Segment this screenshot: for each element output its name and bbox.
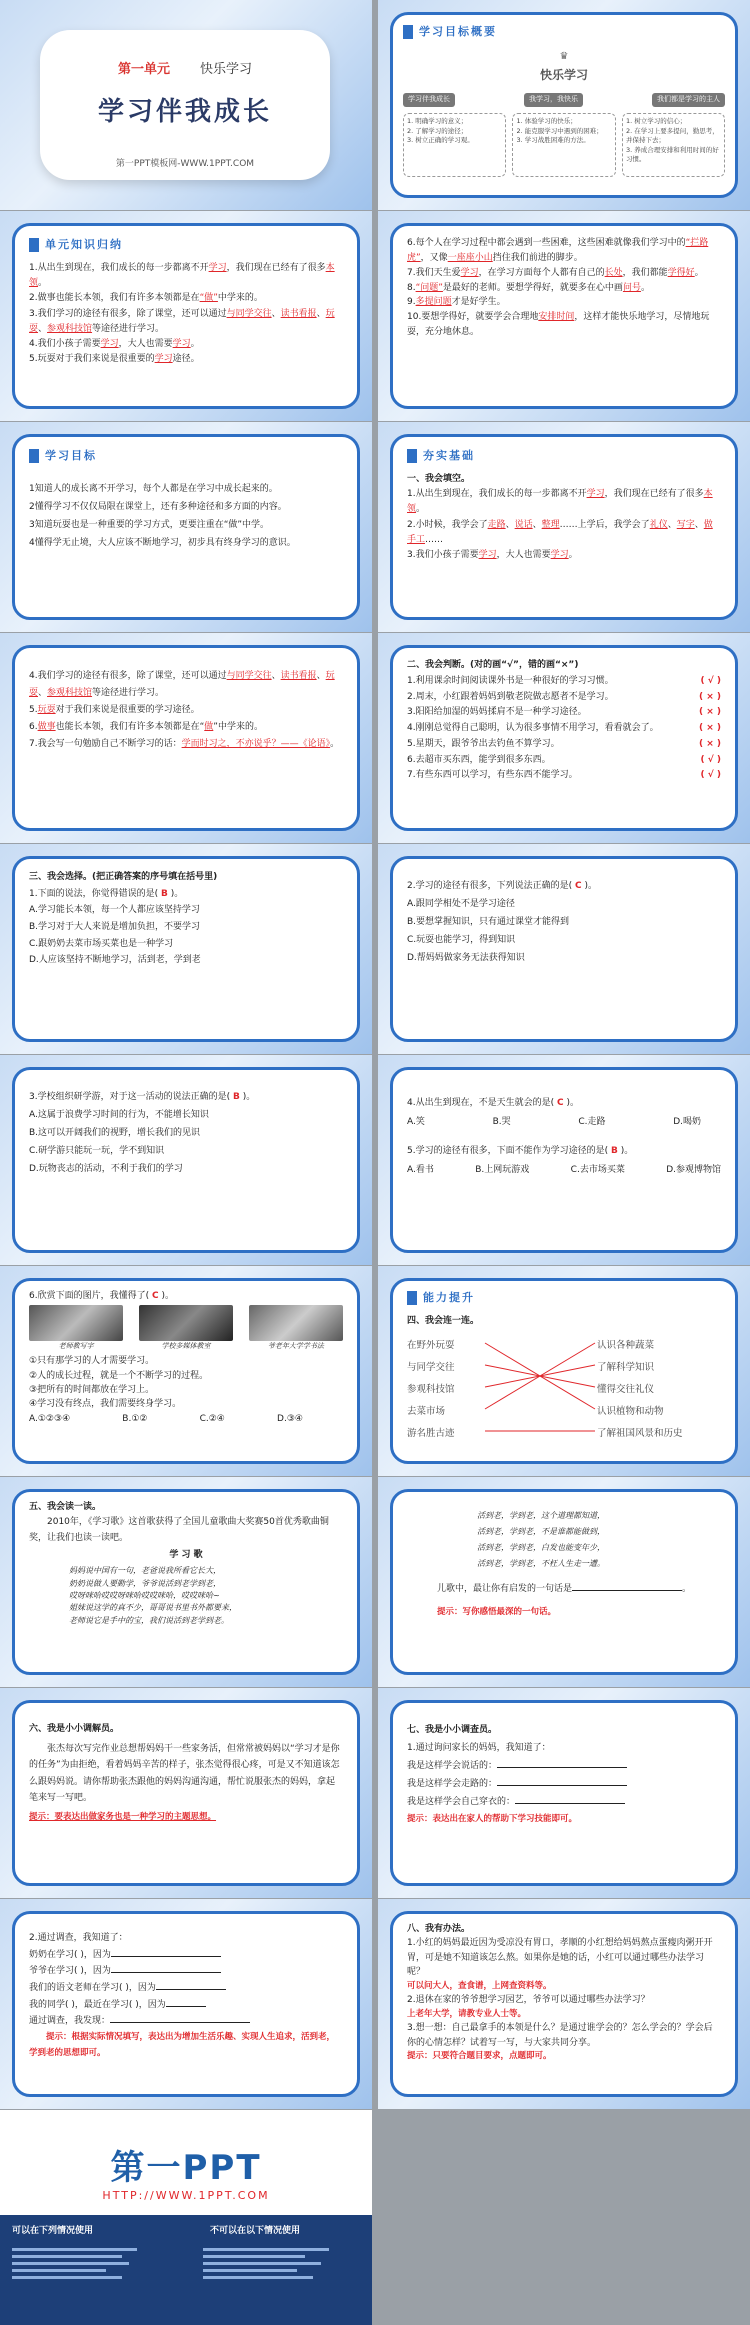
exercise-heading: 二、我会判断。(对的画“√”，错的画“×”) bbox=[407, 660, 579, 670]
usage-panel bbox=[0, 2215, 372, 2325]
judgement-text: 3.阳阳给加湿的妈妈揉肩不是一种学习途径。 bbox=[407, 707, 587, 718]
answer-line: 通过调查，我发现： bbox=[29, 2013, 343, 2030]
option: B.哭 bbox=[492, 1116, 511, 1127]
mindmap-box: 1. 树立学习的信心； 2. 在学习上要多提问，勤思考，并保持下去； 3. 养成合理安排和利用时间的好习惯。 bbox=[622, 113, 725, 177]
judgement-item bbox=[407, 721, 721, 737]
option: D.③④ bbox=[277, 1413, 303, 1424]
option: C.走路 bbox=[578, 1116, 606, 1127]
summary-item: 5.玩耍对于我们来说是很重要的学习途径。 bbox=[29, 354, 200, 365]
song-line: 妈妈说中国有一句，老爸说我所看它长大， bbox=[69, 1566, 221, 1576]
classroom-photo bbox=[29, 1305, 123, 1341]
crown-icon: ♛ bbox=[559, 50, 569, 62]
slide-choice-4 bbox=[378, 1055, 750, 1265]
mindmap-box: 1. 明确学习的意义； 2. 了解学习的途径； 3. 树立正确的学习观。 bbox=[403, 113, 506, 177]
option: D.喝奶 bbox=[673, 1116, 701, 1127]
answer-blank[interactable] bbox=[111, 1956, 221, 1957]
option: ①只有那学习的人才需要学习。 bbox=[29, 1356, 155, 1367]
mindmap-label: 学习伴我成长 bbox=[403, 93, 455, 107]
hint-text: 提示：要表达出做家务也是一种学习的主题思想。 bbox=[29, 1811, 217, 1822]
goal-item: 3知道玩耍也是一种重要的学习方式，更要注重在“做”中学。 bbox=[29, 519, 270, 530]
summary-item: 6.每个人在学习过程中都会遇到一些困难，这些困难就像我们学习中的“拦路虎”，又像一座座小山挡住我们前进的脚步。 bbox=[407, 238, 709, 263]
answer-line: 我是这样学会说话的： bbox=[407, 1757, 721, 1775]
slide-survey-2 bbox=[0, 1899, 372, 2109]
match-right-item: 认识植物和动物 bbox=[597, 1405, 664, 1417]
song-line: 活到老，学到老，不是谁都能做到， bbox=[477, 1527, 605, 1536]
exercise-heading: 一、我会填空。 bbox=[407, 473, 471, 484]
match-left-item: 参观科技馆 bbox=[407, 1383, 455, 1395]
answer-blank[interactable] bbox=[515, 1803, 625, 1804]
match-right-item: 了解科学知识 bbox=[597, 1361, 655, 1373]
match-right-item: 懂得交往礼仪 bbox=[597, 1383, 655, 1395]
exercise-heading: 八、我有办法。 bbox=[407, 1924, 471, 1934]
summary-item: 3.我们学习的途径有很多，除了课堂，还可以通过与同学交往、读书看报、玩耍、参观科技馆等途径进行学习。 bbox=[29, 308, 335, 334]
option: C.去市场买菜 bbox=[570, 1164, 625, 1175]
question: 1.小红的妈妈最近因为受凉没有胃口，孝顺的小红想给妈妈熬点蛋瘦肉粥开开胃，可是她不知道该怎么熬。如果你是她的话，小红可以通过哪些办法学习呢？ bbox=[407, 1938, 713, 1978]
question: 2.通过调查，我知道了： bbox=[29, 1933, 128, 1943]
brand-url: HTTP://WWW.1PPT.COM bbox=[102, 2189, 270, 2202]
judgement-text: 4.刚刚总觉得自己聪明，认为很多事情不用学习，看看就会了。 bbox=[407, 723, 659, 733]
mindmap-label: 我们都是学习的主人 bbox=[652, 93, 725, 107]
option: A.跟同学相处不是学习途径 bbox=[407, 899, 515, 909]
slide-main-title: 学习伴我成长 bbox=[97, 97, 272, 127]
exercise-heading: 六、我是小小调解员。 bbox=[29, 1724, 120, 1734]
judgement-text: 5.星期天，跟爷爷出去钓鱼不算学习。 bbox=[407, 738, 560, 749]
answer-blank[interactable] bbox=[166, 2006, 206, 2007]
photo-caption: 学校多媒体教室 bbox=[161, 1342, 211, 1351]
exercise-heading: 七、我是小小调查员。 bbox=[407, 1725, 498, 1735]
slide-knowledge-summary-2 bbox=[378, 211, 750, 421]
summary-item: 2.做事也能长本领，我们有许多本领都是在“做”中学来的。 bbox=[29, 293, 263, 304]
section-header: 能力提升 bbox=[423, 1291, 475, 1304]
question: 6.欣赏下面的图片，我懂得了( C )。 bbox=[29, 1291, 174, 1301]
answer-blank[interactable] bbox=[497, 1767, 627, 1768]
option: B.①② bbox=[122, 1413, 148, 1424]
judgement-list bbox=[407, 674, 721, 784]
exercise-heading: 三、我会选择。(把正确答案的序号填在括号里) bbox=[29, 872, 218, 882]
answer-text: 可以问大人，查食谱，上网查资料等。 bbox=[407, 1980, 552, 1991]
question: 4.从出生到现在，不是天生就会的是( C )。 bbox=[407, 1098, 579, 1108]
option: A.这属于浪费学习时间的行为，不能增长知识 bbox=[29, 1110, 209, 1120]
judgement-text: 7.有些东西可以学习，有些东西不能学习。 bbox=[407, 770, 578, 781]
section-header: 学习目标 bbox=[45, 449, 97, 462]
exercise-item: 1.从出生到现在，我们成长的每一步都离不开学习，我们现在已经有了很多本领。 bbox=[407, 488, 713, 515]
judgement-item bbox=[407, 674, 721, 690]
classroom-photo bbox=[139, 1305, 233, 1341]
summary-item: 10.要想学得好，就要学会合理地安排时间，这样才能快乐地学习，尽情地玩耍，充分地休息。 bbox=[407, 312, 710, 338]
option: C.跟奶奶去菜市场买菜也是一种学习 bbox=[29, 938, 174, 949]
usage-forbidden-heading: 不可以在以下情况使用 bbox=[209, 2226, 300, 2236]
exercise-heading: 四、我会连一连。 bbox=[407, 1315, 480, 1326]
match-left-item: 游名胜古迹 bbox=[407, 1427, 455, 1439]
exercise-item: 7.我会写一句勉励自己不断学习的话：学而时习之，不亦说乎？——《论语》。 bbox=[29, 739, 340, 750]
slide-choice-1 bbox=[0, 844, 372, 1054]
match-right-item: 了解祖国风景和历史 bbox=[597, 1427, 683, 1439]
question: 1.下面的说法，你觉得错误的是( B )。 bbox=[29, 888, 184, 899]
option: A.笑 bbox=[407, 1116, 425, 1127]
judgement-mark: ( × ) bbox=[698, 707, 721, 718]
answer-blank[interactable] bbox=[572, 1590, 682, 1591]
classroom-photo bbox=[249, 1305, 343, 1341]
option: D.参观博物馆 bbox=[666, 1164, 721, 1175]
judgement-item bbox=[407, 753, 721, 769]
song-line: 活到老，学到老，这个道理都知道， bbox=[477, 1511, 605, 1520]
footer-url: 第一PPT模板网-WWW.1PPT.COM bbox=[115, 159, 255, 169]
answer-blank[interactable] bbox=[156, 1989, 226, 1990]
answer-line: 我是这样学会走路的： bbox=[407, 1775, 721, 1793]
slide-choice-2 bbox=[378, 844, 750, 1054]
match-left-item: 去菜市场 bbox=[407, 1405, 446, 1417]
slide-fill-blank-2 bbox=[0, 633, 372, 843]
mindmap-center: 快乐学习 bbox=[539, 67, 588, 82]
slide-matching bbox=[378, 1266, 750, 1476]
brand-logo: 第一PPT bbox=[110, 2148, 262, 2188]
summary-item: 7.我们天生爱学习，在学习方面每个人都有自己的长处，我们都能学得好。 bbox=[407, 267, 704, 278]
slide-solutions bbox=[378, 1899, 750, 2109]
exercise-item: 6.做事也能长本领，我们有许多本领都是在“做”中学来的。 bbox=[29, 722, 263, 733]
judgement-item bbox=[407, 690, 721, 706]
section-header: 夯实基础 bbox=[423, 449, 475, 462]
answer-blank[interactable] bbox=[111, 1972, 221, 1973]
answer-blank[interactable] bbox=[110, 2022, 250, 2023]
hint-text: 提示：根据实际情况填写，表达出为增加生活乐趣、实现人生追求，活到老，学到老的思想即可。 bbox=[29, 2031, 336, 2058]
judgement-mark: ( × ) bbox=[698, 723, 721, 733]
exercise-item: 3.我们小孩子需要学习，大人也需要学习。 bbox=[407, 550, 578, 561]
song-title: 学 习 歌 bbox=[169, 1549, 203, 1560]
judgement-mark: ( × ) bbox=[698, 691, 721, 702]
slide-fill-blank bbox=[378, 422, 750, 632]
summary-item: 4.我们小孩子需要学习，大人也需要学习。 bbox=[29, 339, 200, 350]
judgement-mark: ( √ ) bbox=[700, 770, 721, 781]
question: 2.学习的途径有很多，下列说法正确的是( C )。 bbox=[407, 881, 597, 891]
goal-item: 2懂得学习不仅仅局限在课堂上，还有多种途径和多方面的内容。 bbox=[29, 501, 287, 512]
judgement-item bbox=[407, 737, 721, 753]
goal-item: 1知道人的成长离不开学习，每个人都是在学习中成长起来的。 bbox=[29, 483, 278, 494]
option: B.要想掌握知识，只有通过课堂才能得到 bbox=[407, 917, 570, 927]
option: C.玩耍也能学习，得到知识 bbox=[407, 935, 516, 945]
header-bar-icon bbox=[403, 25, 413, 39]
slide-reading bbox=[0, 1477, 372, 1687]
photo-caption: 爷老年大学学书法 bbox=[267, 1342, 324, 1351]
answer-text: 上老年大学，请教专业人士等。 bbox=[407, 2008, 527, 2019]
option: D.玩物丧志的活动，不利于我们的学习 bbox=[29, 1164, 183, 1174]
question: 1.通过询问家长的妈妈，我知道了： bbox=[407, 1743, 551, 1753]
judgement-mark: ( √ ) bbox=[700, 675, 721, 686]
title-card bbox=[40, 30, 330, 180]
question: 3.想一想：自己最拿手的本领是什么？是通过谁学会的？怎么学会的？学会后你的心情怎样？试着写一写，与大家共同分享。 bbox=[407, 2023, 713, 2048]
song-line: 老师说它是手中的宝，我们说活到老学到老。 bbox=[69, 1615, 229, 1625]
summary-item: 1.从出生到现在，我们成长的每一步都离不开学习，我们现在已经有了很多本领。 bbox=[29, 262, 335, 288]
question: 2.退休在家的爷爷想学习园艺，爷爷可以通过哪些办法学习？ bbox=[407, 1995, 650, 2006]
slide-survey bbox=[378, 1688, 750, 1898]
slide-objectives-overview bbox=[378, 0, 750, 210]
summary-item: 9.多提问题才是好学生。 bbox=[407, 297, 506, 308]
exercise-item: 2.小时候，我学会了走路、说话、整理……上学后，我学会了礼仪、写字、做手工…… bbox=[407, 519, 713, 545]
answer-line: 爷爷在学习( )，因为 bbox=[29, 1963, 343, 1980]
slide-choice-pictures bbox=[0, 1266, 372, 1476]
judgement-mark: ( × ) bbox=[698, 738, 721, 749]
hint-text: 提示：写你感悟最深的一句话。 bbox=[437, 1607, 557, 1618]
answer-line: 奶奶在学习( )，因为 bbox=[29, 1947, 343, 1964]
slide-true-false bbox=[378, 633, 750, 843]
match-right-item: 认识各种蔬菜 bbox=[597, 1339, 655, 1351]
header-bar-icon bbox=[407, 1291, 417, 1305]
slide-learning-goals bbox=[0, 422, 372, 632]
option: B.学习对于大人来说是增加负担，不要学习 bbox=[29, 921, 201, 932]
goal-item: 4懂得学无止境，大人应该不断地学习，初步具有终身学习的意识。 bbox=[29, 537, 296, 548]
option: C.②④ bbox=[199, 1413, 225, 1424]
exercise-item: 5.玩耍对于我们来说是很重要的学习途径。 bbox=[29, 705, 200, 716]
slide-mediator bbox=[0, 1688, 372, 1898]
mindmap-box: 1. 体验学习的快乐； 2. 能克服学习中遇到的困难； 3. 学习战胜困难的方法。 bbox=[512, 113, 615, 177]
answer-line: 我是这样学会自己穿衣的： bbox=[407, 1793, 721, 1811]
judgement-item bbox=[407, 705, 721, 721]
story-text: 张杰每次写完作业总想帮妈妈干一些家务活，但常常被妈妈以“学习才是你的任务”为由拒绝，看着妈妈辛苦的样子，张杰觉得很心疼，可是又不知道该怎么跟妈妈说。请你帮助张杰跟他的妈妈沟通沟通，帮忙说服张杰的妈妈，拿起笔来写一写吧。 bbox=[29, 1744, 340, 1803]
hint-text: 提示：只要符合题目要求，点题即可。 bbox=[407, 2050, 552, 2061]
slide-choice-3 bbox=[0, 1055, 372, 1265]
option: ③把所有的时间都放在学习上。 bbox=[29, 1385, 155, 1396]
answer-blank[interactable] bbox=[497, 1785, 627, 1786]
option: D.人应该坚持不断地学习，活到老，学到老 bbox=[29, 955, 201, 966]
question: 儿歌中，最让你有启发的一句话是 。 bbox=[437, 1584, 692, 1594]
question: 3.学校组织研学游，对于这一活动的说法正确的是( B )。 bbox=[29, 1092, 256, 1102]
slide-knowledge-summary bbox=[0, 211, 372, 421]
song-line: 奶奶说做人要勤学，爷爷说活到老学到老， bbox=[69, 1578, 221, 1588]
song-line: 哎呀咪哈哎哎呀咪哈哎哎咪哈，哎哎咪哈~ bbox=[69, 1590, 220, 1600]
option: A.学习能长本领，每一个人都应该坚持学习 bbox=[29, 905, 200, 916]
usage-text-block bbox=[12, 2244, 169, 2283]
unit-label: 第一单元 bbox=[117, 62, 170, 77]
option: ④学习没有终点，我们需要终身学习。 bbox=[29, 1399, 182, 1410]
section-header: 学习目标概要 bbox=[419, 25, 497, 38]
answer-line: 我的同学( )，最近在学习( )，因为 bbox=[29, 1997, 343, 2014]
judgement-text: 6.去超市买东西，能学到很多东西。 bbox=[407, 754, 551, 765]
usage-text-block bbox=[203, 2244, 360, 2283]
header-bar-icon bbox=[29, 238, 39, 252]
option: A.看书 bbox=[407, 1164, 434, 1175]
judgement-mark: ( √ ) bbox=[700, 754, 721, 765]
usage-allowed-heading: 可以在下列情况使用 bbox=[12, 2226, 94, 2236]
summary-item: 8.“问题”是最好的老师。要想学得好，就要多在心中画问号。 bbox=[407, 282, 650, 293]
header-bar-icon bbox=[29, 449, 39, 463]
song-line: 姐妹说这学的真不少，哥哥说书里书外都要来， bbox=[69, 1603, 237, 1613]
exercise-heading: 五、我会读一读。 bbox=[29, 1502, 102, 1512]
match-left-item: 与同学交往 bbox=[407, 1361, 455, 1373]
option: B.上网玩游戏 bbox=[475, 1164, 530, 1175]
slide-copyright bbox=[0, 2110, 372, 2325]
slide-reading-2 bbox=[378, 1477, 750, 1687]
header-bar-icon bbox=[407, 449, 417, 463]
hint-text: 提示：表达出在家人的帮助下学习技能即可。 bbox=[407, 1814, 578, 1824]
option: D.帮妈妈做家务无法获得知识 bbox=[407, 953, 525, 963]
option: ②人的成长过程，就是一个不断学习的过程。 bbox=[29, 1370, 209, 1381]
question: 5.学习的途径有很多，下面不能作为学习途径的是( B )。 bbox=[407, 1145, 634, 1156]
option: B.这可以开阔我们的视野，增长我们的见识 bbox=[29, 1128, 201, 1138]
option: A.①②③④ bbox=[29, 1413, 71, 1424]
photo-caption: 老师教写字 bbox=[58, 1342, 94, 1351]
slide-title bbox=[0, 0, 372, 210]
mindmap-label: 我学习，我快乐 bbox=[524, 93, 583, 107]
judgement-text: 1.利用课余时间阅读课外书是一种很好的学习习惯。 bbox=[407, 675, 614, 686]
song-line: 活到老，学到老，白发也能变年少， bbox=[477, 1543, 605, 1552]
course-label: 快乐学习 bbox=[200, 62, 253, 77]
judgement-text: 2.周末，小红跟着妈妈到敬老院做志愿者不是学习。 bbox=[407, 691, 614, 702]
answer-line: 我们的语文老师在学习( )，因为 bbox=[29, 1980, 343, 1997]
option: C.研学游只能玩一玩，学不到知识 bbox=[29, 1146, 165, 1156]
exercise-item: 4.我们学习的途径有很多，除了课堂，还可以通过与同学交往、读书看报、玩耍、参观科技馆等途径进行学习。 bbox=[29, 671, 335, 699]
judgement-item bbox=[407, 768, 721, 784]
section-header: 单元知识归纳 bbox=[45, 238, 123, 251]
song-line: 活到老，学到老，不枉人生走一遭。 bbox=[477, 1559, 605, 1568]
reading-intro: 2010年，《学习歌》这首歌获得了全国儿童歌曲大奖赛50首优秀歌曲铜奖，让我们也读一读吧。 bbox=[29, 1517, 329, 1543]
match-left-item: 在野外玩耍 bbox=[407, 1339, 455, 1351]
